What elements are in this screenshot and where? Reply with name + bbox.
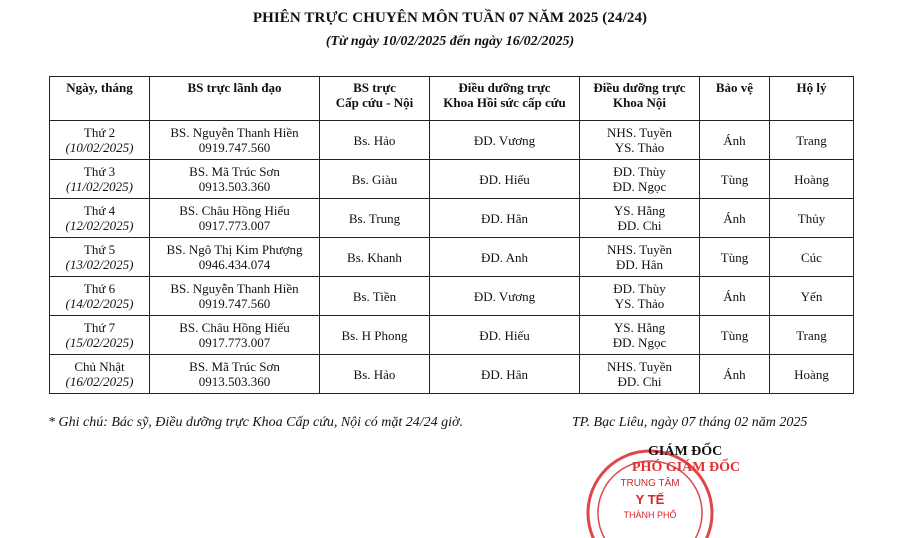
guard-cell [700,160,770,199]
orderly-cell [770,238,854,277]
column-header [770,77,854,121]
ward-nurse-1-text: YS. Hằng [613,203,666,218]
date-text: (11/02/2025) [66,179,133,194]
day-text: Thứ 2 [83,125,116,140]
orderly-text: Cúc [801,249,822,265]
orderly-text: Trang [796,327,827,343]
column-header [430,77,580,121]
orderly-cell [770,316,854,355]
leader-cell [150,277,320,316]
phone-text: 0917.773.007 [198,218,271,233]
column-header-line: Hộ lý [796,80,827,95]
ward-nurse-2-text: ĐD. Chi [617,218,662,233]
svg-text:Y TẾ: Y TẾ [635,492,665,507]
day-text: Thứ 3 [83,164,116,179]
icu-nurse-cell [430,316,580,355]
date-text: (14/02/2025) [65,296,134,311]
guard-text: Ánh [723,288,746,304]
leader-text: BS. Ngô Thị Kim Phượng [166,242,303,257]
icu-nurse-text: ĐD. Hân [481,366,528,382]
icu-nurse-text: ĐD. Vương [473,132,536,148]
column-header-line: Cấp cứu - Nội [335,95,414,110]
leader-text: BS. Nguyễn Thanh Hiền [170,281,299,296]
ward-nurse-cell [580,160,700,199]
day-text: Thứ 4 [83,203,116,218]
er-doctor-text: Bs. H Phong [341,327,408,343]
leader-text: BS. Châu Hồng Hiếu [179,203,290,218]
guard-text: Ánh [723,132,746,148]
date-text: (10/02/2025) [65,140,134,155]
guard-cell [700,355,770,394]
day-cell [50,160,150,199]
er-doctor-cell [320,238,430,277]
day-cell [50,316,150,355]
icu-nurse-cell [430,238,580,277]
ward-nurse-1-text: NHS. Tuyền [606,125,673,140]
column-header-line: Điều dưỡng trực [593,80,686,95]
guard-cell [700,238,770,277]
table-header [50,77,854,121]
table-row [50,238,854,277]
leader-cell [150,238,320,277]
icu-nurse-cell [430,199,580,238]
ward-nurse-2-text: YS. Thảo [614,140,665,155]
day-text: Thứ 5 [83,242,116,257]
er-doctor-text: Bs. Giàu [351,171,398,187]
ward-nurse-1-text: NHS. Tuyền [606,242,673,257]
er-doctor-text: Bs. Hảo [353,366,396,382]
day-text: Thứ 6 [83,281,116,296]
phone-text: 0913.503.360 [198,179,271,194]
ward-nurse-1-text: ĐD. Thùy [613,164,666,179]
column-header [150,77,320,121]
er-doctor-cell [320,199,430,238]
guard-text: Tùng [720,171,749,187]
ward-nurse-2-text: YS. Thảo [614,296,665,311]
table-row [50,316,854,355]
er-doctor-text: Bs. Hảo [353,132,396,148]
phone-text: 0919.747.560 [198,296,271,311]
er-doctor-cell [320,160,430,199]
guard-text: Tùng [720,249,749,265]
guard-text: Tùng [720,327,749,343]
leader-text: BS. Mã Trúc Sơn [189,164,280,179]
ward-nurse-cell [580,316,700,355]
date-text: (12/02/2025) [65,218,134,233]
column-header-line: Khoa Nội [612,95,667,110]
orderly-cell [770,199,854,238]
guard-text: Ánh [723,210,746,226]
orderly-cell [770,121,854,160]
column-header-line: BS trực lãnh đạo [187,80,282,95]
column-header-line: Ngày, tháng [66,80,133,95]
ward-nurse-2-text: ĐD. Ngọc [612,179,667,194]
column-header-line: Bảo vệ [715,80,754,95]
ward-nurse-cell [580,121,700,160]
day-cell [50,199,150,238]
leader-cell [150,121,320,160]
header-row [50,77,854,121]
orderly-text: Hoàng [794,366,829,382]
date-text: (15/02/2025) [65,335,134,350]
table-row [50,160,854,199]
column-header [320,77,430,121]
er-doctor-cell [320,316,430,355]
guard-cell [700,277,770,316]
orderly-cell [770,355,854,394]
day-text: Thứ 7 [83,320,116,335]
footnote: * Ghi chú: Bác sỹ, Điều dưỡng trực Khoa Cấp cứu, Nội có mặt 24/24 giờ. [48,415,464,430]
leader-cell [150,199,320,238]
er-doctor-cell [320,121,430,160]
er-doctor-text: Bs. Trung [348,210,401,226]
ward-nurse-1-text: ĐD. Thùy [613,281,666,296]
orderly-text: Thủy [797,210,826,226]
date-text: (16/02/2025) [65,374,134,389]
guard-cell [700,121,770,160]
page-title: PHIÊN TRỰC CHUYÊN MÔN TUẦN 07 NĂM 2025 (24/24) [252,10,648,26]
icu-nurse-cell [430,355,580,394]
icu-nurse-text: ĐD. Vương [473,288,536,304]
day-cell [50,238,150,277]
date-text: (13/02/2025) [65,257,134,272]
icu-nurse-cell [430,160,580,199]
guard-text: Ánh [723,366,746,382]
table-row [50,199,854,238]
ward-nurse-cell [580,199,700,238]
leader-text: BS. Mã Trúc Sơn [189,359,280,374]
leader-text: BS. Nguyễn Thanh Hiền [170,125,299,140]
column-header [50,77,150,121]
table-row [50,121,854,160]
day-cell [50,277,150,316]
ward-nurse-cell [580,355,700,394]
leader-cell [150,316,320,355]
leader-text: BS. Châu Hồng Hiếu [179,320,290,335]
icu-nurse-text: ĐD. Anh [481,249,528,265]
vice-director-title: PHÓ GIÁM ĐỐC [632,460,741,475]
orderly-text: Hoàng [794,171,829,187]
column-header [700,77,770,121]
phone-text: 0917.773.007 [198,335,271,350]
guard-cell [700,316,770,355]
phone-text: 0913.503.360 [198,374,271,389]
column-header-line: Khoa Hồi sức cấp cứu [443,95,566,110]
table-row [50,277,854,316]
duty-roster-table [49,76,854,394]
er-doctor-text: Bs. Khanh [347,249,402,265]
orderly-cell [770,160,854,199]
phone-text: 0919.747.560 [198,140,271,155]
column-header-line: BS trực [353,80,396,95]
orderly-cell [770,277,854,316]
ward-nurse-2-text: ĐD. Hân [616,257,663,272]
table-row [50,355,854,394]
ward-nurse-1-text: NHS. Tuyền [606,359,673,374]
ward-nurse-cell [580,238,700,277]
icu-nurse-cell [430,121,580,160]
day-cell [50,355,150,394]
ward-nurse-2-text: ĐD. Ngọc [612,335,667,350]
orderly-text: Yến [800,288,823,304]
icu-nurse-text: ĐD. Hiếu [479,327,530,343]
place-date: TP. Bạc Liêu, ngày 07 tháng 02 năm 2025 [572,415,808,430]
phone-text: 0946.434.074 [198,257,271,272]
day-text: Chủ Nhật [74,359,125,374]
leader-cell [150,355,320,394]
icu-nurse-text: ĐD. Hân [481,210,528,226]
day-cell [50,121,150,160]
er-doctor-cell [320,355,430,394]
er-doctor-text: Bs. Tiền [352,288,397,304]
orderly-text: Trang [796,132,827,148]
column-header-line: Điều dưỡng trực [458,80,551,95]
guard-cell [700,199,770,238]
leader-cell [150,160,320,199]
column-header [580,77,700,121]
ward-nurse-cell [580,277,700,316]
er-doctor-cell [320,277,430,316]
icu-nurse-text: ĐD. Hiếu [479,171,530,187]
svg-text:THÀNH PHỐ: THÀNH PHỐ [623,510,677,520]
svg-text:TRUNG TÂM: TRUNG TÂM [620,478,680,489]
icu-nurse-cell [430,277,580,316]
table-body [50,121,854,394]
ward-nurse-1-text: YS. Hằng [613,320,666,335]
ward-nurse-2-text: ĐD. Chi [617,374,662,389]
director-title: GIÁM ĐỐC [648,444,723,459]
date-range-subtitle: (Từ ngày 10/02/2025 đến ngày 16/02/2025) [325,34,575,49]
